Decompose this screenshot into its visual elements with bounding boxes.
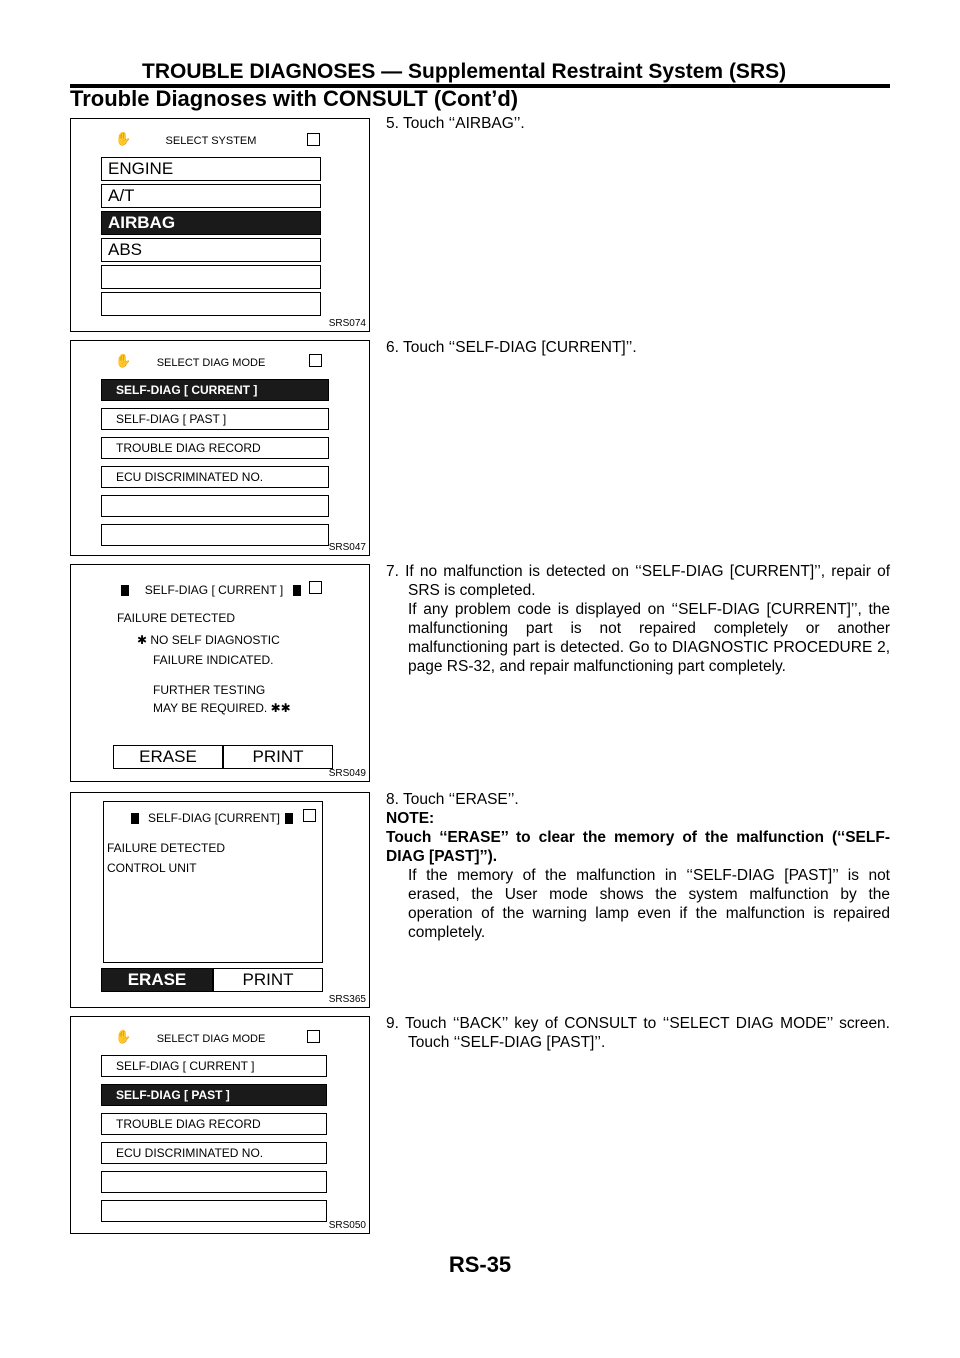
- failure-detected-label: FAILURE DETECTED: [117, 611, 236, 625]
- step-5-text: 5. Touch ‘‘AIRBAG’’.: [386, 115, 525, 132]
- step-8-text: 8. Touch ‘‘ERASE’’.: [386, 791, 519, 808]
- erase-button[interactable]: ERASE: [113, 745, 223, 769]
- menu-item-empty[interactable]: [101, 292, 321, 316]
- figure-self-diag-current: [70, 564, 370, 782]
- block-icon: [285, 813, 293, 824]
- step-7: [386, 562, 890, 676]
- menu-item-empty[interactable]: [101, 265, 321, 289]
- step-7-text: 7. If no malfunction is detected on ‘‘SELF-DIAG [CURRENT]’’, repair of SRS is completed.: [386, 563, 890, 599]
- note-bold-text: Touch ‘‘ERASE’’ to clear the memory of the malfunction (‘‘SELF-DIAG [PAST]’’).: [386, 829, 890, 865]
- menu-item-ecu-discriminated-no[interactable]: ECU DISCRIMINATED NO.: [101, 466, 329, 488]
- menu-item-ecu-discriminated-no[interactable]: ECU DISCRIMINATED NO.: [101, 1142, 327, 1164]
- menu-item-airbag[interactable]: AIRBAG: [101, 211, 321, 235]
- menu-item-at[interactable]: A/T: [101, 184, 321, 208]
- page-number: RS-35: [448, 1252, 512, 1277]
- figure-code: SRS049: [328, 768, 366, 779]
- screen-title: SELECT SYSTEM: [165, 135, 257, 147]
- step-9-text: 9. Touch ‘‘BACK’’ key of CONSULT to ‘‘SELECT DIAG MODE’’ screen. Touch ‘‘SELF-DIAG [PAST]’’.: [386, 1015, 890, 1051]
- note-label: NOTE:: [386, 810, 435, 827]
- may-be-required-label: MAY BE REQUIRED. ✱✱: [153, 701, 291, 715]
- further-testing-label: FURTHER TESTING: [153, 683, 266, 697]
- screen-frame: [103, 801, 323, 963]
- failure-detected-label: FAILURE DETECTED: [107, 841, 226, 855]
- control-unit-label: CONTROL UNIT: [107, 861, 197, 875]
- square-icon: [307, 1030, 320, 1043]
- header-title: TROUBLE DIAGNOSES — Supplemental Restraint System (SRS): [142, 60, 787, 83]
- header-subtitle: Trouble Diagnoses with CONSULT (Cont’d): [70, 86, 519, 111]
- menu-item-self-diag-past[interactable]: SELF-DIAG [ PAST ]: [101, 408, 329, 430]
- print-button[interactable]: PRINT: [223, 745, 333, 769]
- square-icon: [303, 809, 316, 822]
- erase-button[interactable]: ERASE: [101, 968, 213, 992]
- block-icon: [293, 585, 301, 596]
- hand-icon: ✋: [115, 353, 132, 368]
- menu-item-trouble-diag-record[interactable]: TROUBLE DIAG RECORD: [101, 1113, 327, 1135]
- menu-item-self-diag-past[interactable]: SELF-DIAG [ PAST ]: [101, 1084, 327, 1106]
- screen-title: SELECT DIAG MODE: [156, 1033, 266, 1045]
- no-self-diagnostic-label: ✱ NO SELF DIAGNOSTIC: [137, 633, 280, 647]
- square-icon: [309, 354, 322, 367]
- step-5: [386, 114, 890, 133]
- figure-select-diag-mode-past: [70, 1016, 370, 1234]
- figure-self-diag-failure: [70, 792, 370, 1008]
- hand-icon: ✋: [115, 131, 132, 146]
- screen-title: SELF-DIAG [CURRENT]: [147, 811, 280, 825]
- square-icon: [307, 133, 320, 146]
- figure-code: SRS365: [328, 994, 366, 1005]
- hand-icon: ✋: [115, 1029, 132, 1044]
- figure-code: SRS074: [328, 318, 366, 329]
- figure-select-system: [70, 118, 370, 332]
- menu-item-trouble-diag-record[interactable]: TROUBLE DIAG RECORD: [101, 437, 329, 459]
- menu-item-empty[interactable]: [101, 495, 329, 517]
- figure-select-diag-mode: [70, 340, 370, 556]
- step-7-detail: If any problem code is displayed on ‘‘SELF-DIAG [CURRENT]’’, the malfunctioning part is not repaired completely or another malfunctioning part is detected. Go to DIAGNOSTIC PROCEDURE 2, page RS-32, and repair malfunctioning part completely.: [408, 601, 890, 675]
- screen-title: SELF-DIAG [ CURRENT ]: [144, 583, 284, 597]
- menu-item-empty[interactable]: [101, 1171, 327, 1193]
- figure-code: SRS050: [328, 1220, 366, 1231]
- step-9: [386, 1014, 890, 1052]
- square-icon: [309, 581, 322, 594]
- step-8: [386, 790, 890, 942]
- screen-title: SELECT DIAG MODE: [156, 357, 266, 369]
- figure-code: SRS047: [328, 542, 366, 553]
- note-text: If the memory of the malfunction in ‘‘SELF-DIAG [PAST]’’ is not erased, the User mode shows the system malfunction by the operation of the warning lamp even if the malfunction is repaired completely.: [408, 867, 890, 941]
- failure-indicated-label: FAILURE INDICATED.: [153, 653, 274, 667]
- menu-item-self-diag-current[interactable]: SELF-DIAG [ CURRENT ]: [101, 379, 329, 401]
- menu-item-engine[interactable]: ENGINE: [101, 157, 321, 181]
- menu-item-abs[interactable]: ABS: [101, 238, 321, 262]
- step-6-text: 6. Touch ‘‘SELF-DIAG [CURRENT]’’.: [386, 339, 637, 356]
- step-6: [386, 338, 890, 357]
- menu-item-self-diag-current[interactable]: SELF-DIAG [ CURRENT ]: [101, 1055, 327, 1077]
- menu-item-empty[interactable]: [101, 524, 329, 546]
- menu-item-empty[interactable]: [101, 1200, 327, 1222]
- print-button[interactable]: PRINT: [213, 968, 323, 992]
